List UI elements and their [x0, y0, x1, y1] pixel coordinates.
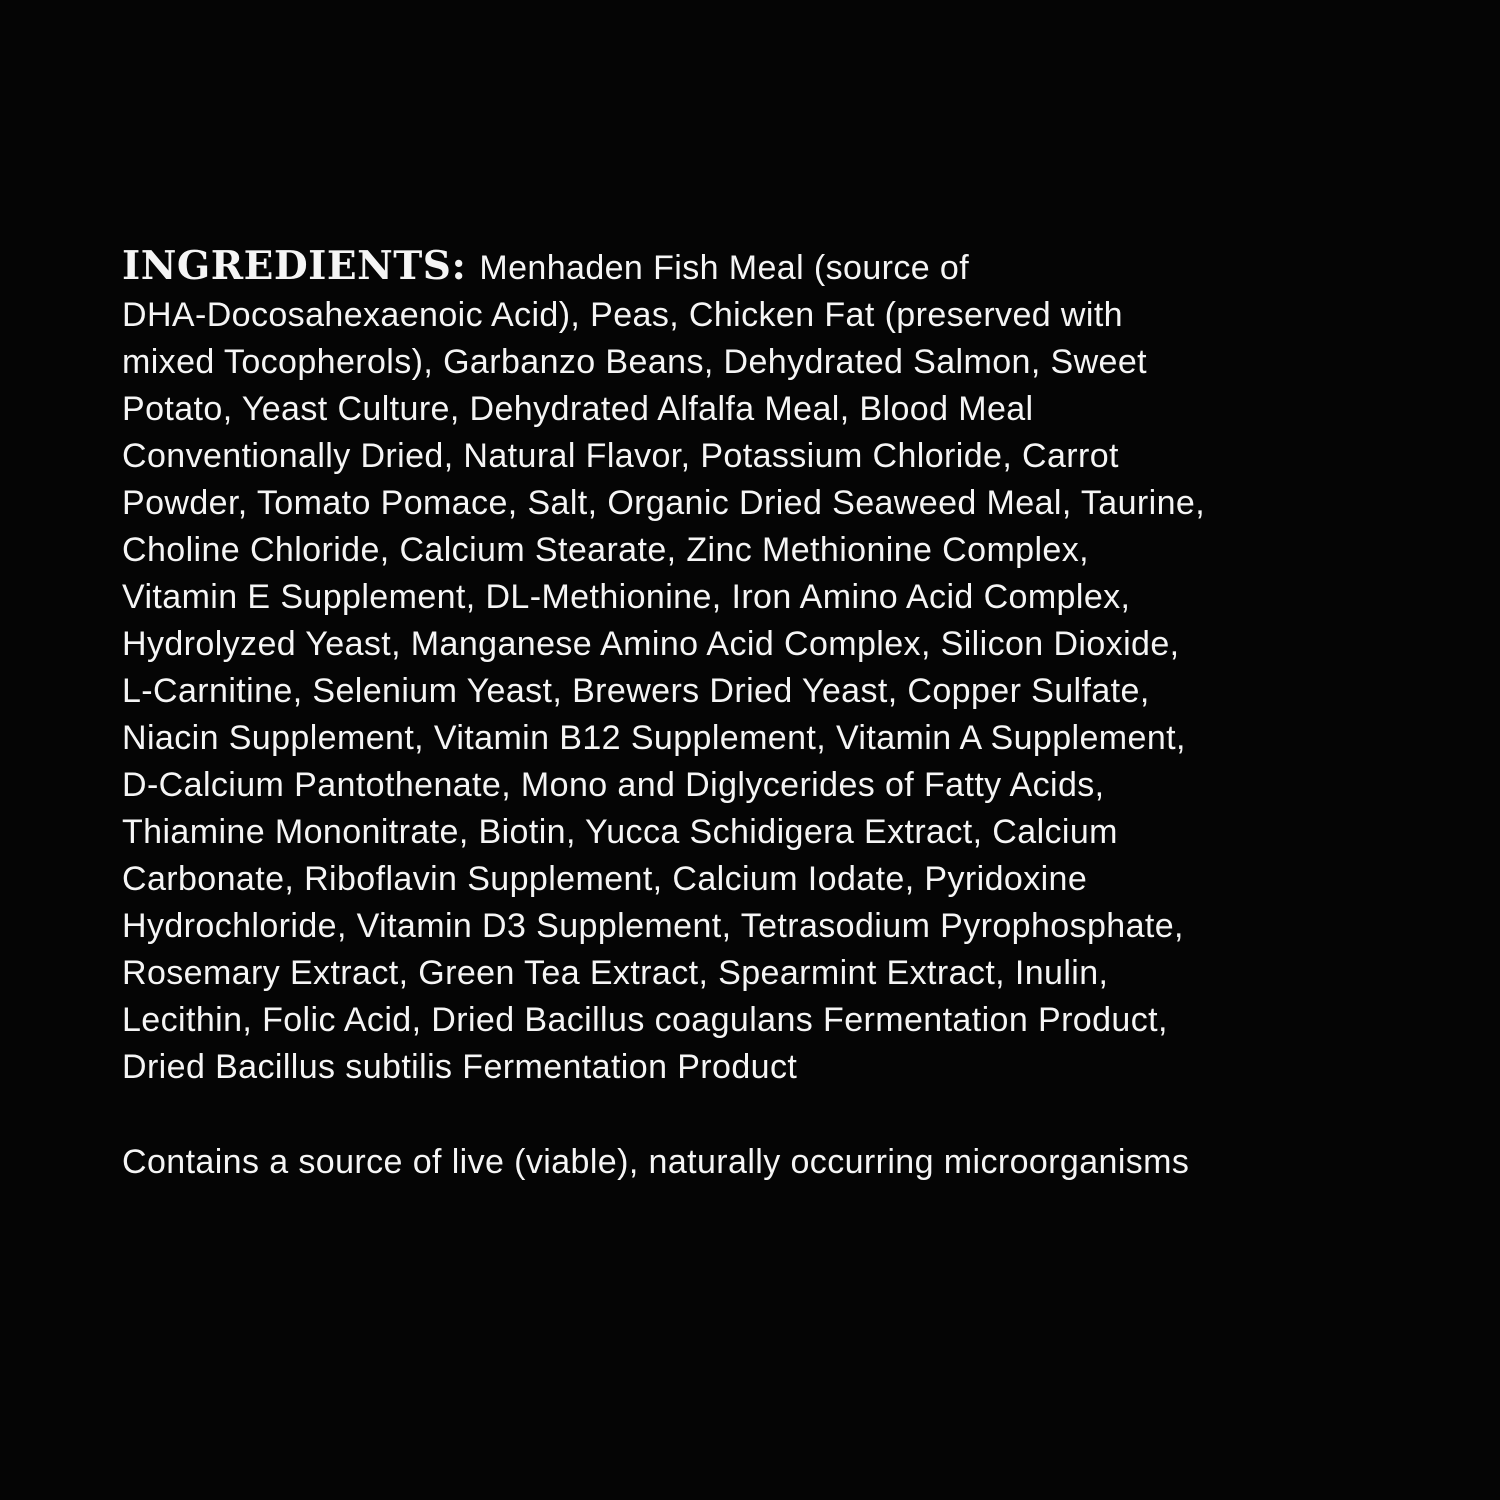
ingredients-line: mixed Tocopherols), Garbanzo Beans, Dehydrated Salmon, Sweet — [122, 343, 1148, 381]
ingredients-line: Hydrolyzed Yeast, Manganese Amino Acid Complex, Silicon Dioxide, — [122, 625, 1180, 663]
ingredients-line: Vitamin E Supplement, DL-Methionine, Iron Amino Acid Complex, — [122, 578, 1131, 616]
ingredients-line — [122, 243, 1412, 292]
ingredients-line-text: Menhaden Fish Meal (source of — [479, 249, 970, 287]
ingredients-line: Dried Bacillus subtilis Fermentation Product — [122, 1048, 798, 1086]
ingredients-line: Hydrochloride, Vitamin D3 Supplement, Tetrasodium Pyrophosphate, — [122, 907, 1184, 945]
microorganisms-note: Contains a source of live (viable), naturally occurring microorganisms — [122, 1143, 1190, 1181]
ingredients-line: DHA-Docosahexaenoic Acid), Peas, Chicken Fat (preserved with — [122, 296, 1123, 334]
ingredients-line: Rosemary Extract, Green Tea Extract, Spearmint Extract, Inulin, — [122, 954, 1109, 992]
ingredients-line: Niacin Supplement, Vitamin B12 Supplement, Vitamin A Supplement, — [122, 719, 1186, 757]
ingredients-line: L-Carnitine, Selenium Yeast, Brewers Dried Yeast, Copper Sulfate, — [122, 672, 1150, 710]
ingredients-line: Conventionally Dried, Natural Flavor, Potassium Chloride, Carrot — [122, 437, 1119, 475]
ingredients-line: Thiamine Mononitrate, Biotin, Yucca Schidigera Extract, Calcium — [122, 813, 1118, 851]
ingredients-heading: INGREDIENTS: — [122, 243, 467, 289]
ingredients-line: D-Calcium Pantothenate, Mono and Diglycerides of Fatty Acids, — [122, 766, 1105, 804]
ingredients-line: Powder, Tomato Pomace, Salt, Organic Dried Seaweed Meal, Taurine, — [122, 484, 1206, 522]
ingredients-label-panel — [122, 243, 1412, 1186]
ingredients-line: Choline Chloride, Calcium Stearate, Zinc Methionine Complex, — [122, 531, 1089, 569]
ingredients-line: Potato, Yeast Culture, Dehydrated Alfalfa Meal, Blood Meal — [122, 390, 1034, 428]
ingredients-line: Lecithin, Folic Acid, Dried Bacillus coagulans Fermentation Product, — [122, 1001, 1168, 1039]
ingredients-line: Carbonate, Riboflavin Supplement, Calcium Iodate, Pyridoxine — [122, 860, 1088, 898]
